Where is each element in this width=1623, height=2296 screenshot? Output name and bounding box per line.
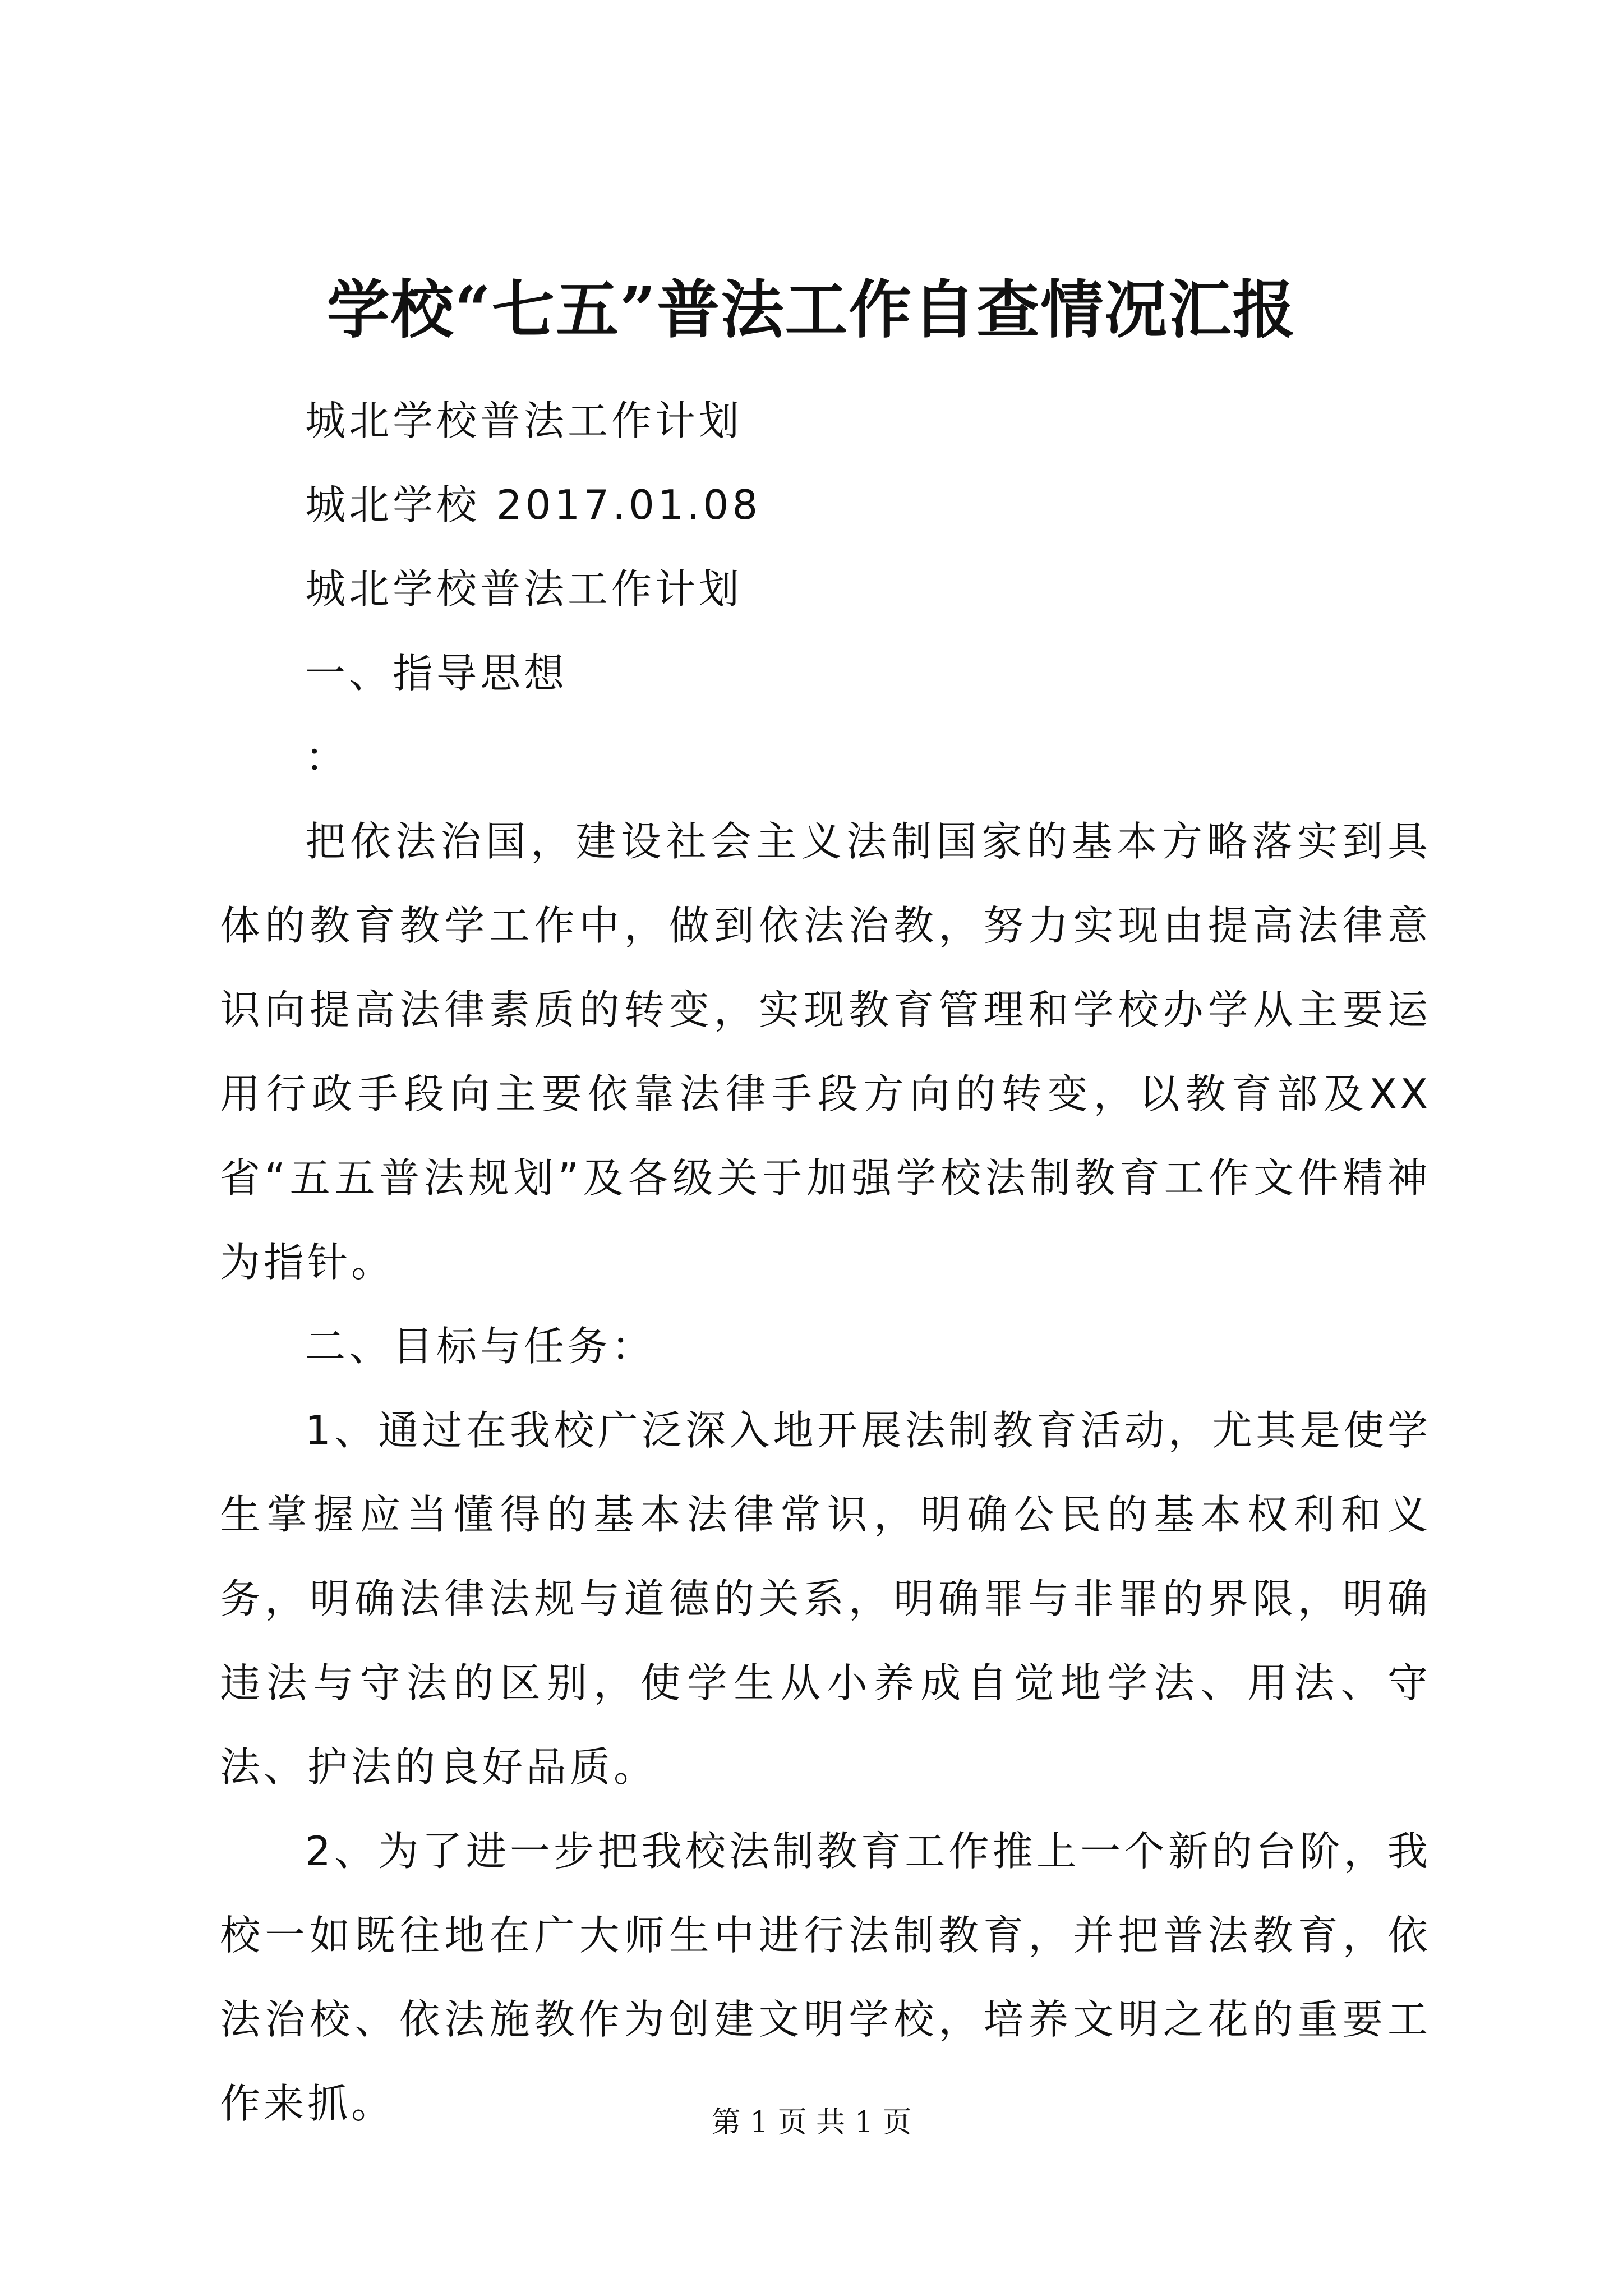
colon-line: ：	[305, 734, 349, 781]
plan-heading: 城北学校普法工作计划	[305, 565, 743, 613]
paragraph-guiding: 把依法治国，建设社会主义法制国家的基本方略落实到具体的教育教学工作中，做到依法治教，努力实现由提高法律意识向提高法律素质的转变，实现教育管理和学校办学从主要运用行政手段向主要依靠法律手段方向的转变，以教育部及XX省“五五普法规划”及各级关于加强学校法制教育工作文件精神为指针。	[220, 818, 1431, 1286]
section-heading-guiding: 一、指导思想	[305, 650, 568, 697]
date-line: 城北学校 2017.01.08	[305, 481, 762, 528]
paragraph-goal-1: 1、通过在我校广泛深入地开展法制教育活动，尤其是使学生掌握应当懂得的基本法律常识，明确公民的基本权利和义务，明确法律法规与道德的关系，明确罪与非罪的界限，明确违法与守法的区别，使学生从小养成自觉地学法、用法、守法、护法的良好品质。	[220, 1407, 1431, 1791]
section-heading-goals: 二、目标与任务：	[305, 1323, 656, 1370]
document-title: 学校“七五”普法工作自查情况汇报	[326, 273, 1297, 347]
subtitle-line: 城北学校普法工作计划	[305, 397, 743, 444]
page-footer: 第 1 页 共 1 页	[711, 2106, 912, 2139]
document-body	[220, 379, 1431, 2146]
paragraph-goal-2: 2、为了进一步把我校法制教育工作推上一个新的台阶，我校一如既往地在广大师生中进行法制教育，并把普法教育，依法治校、依法施教作为创建文明学校，培养文明之花的重要工作来抓。	[220, 1828, 1431, 2127]
